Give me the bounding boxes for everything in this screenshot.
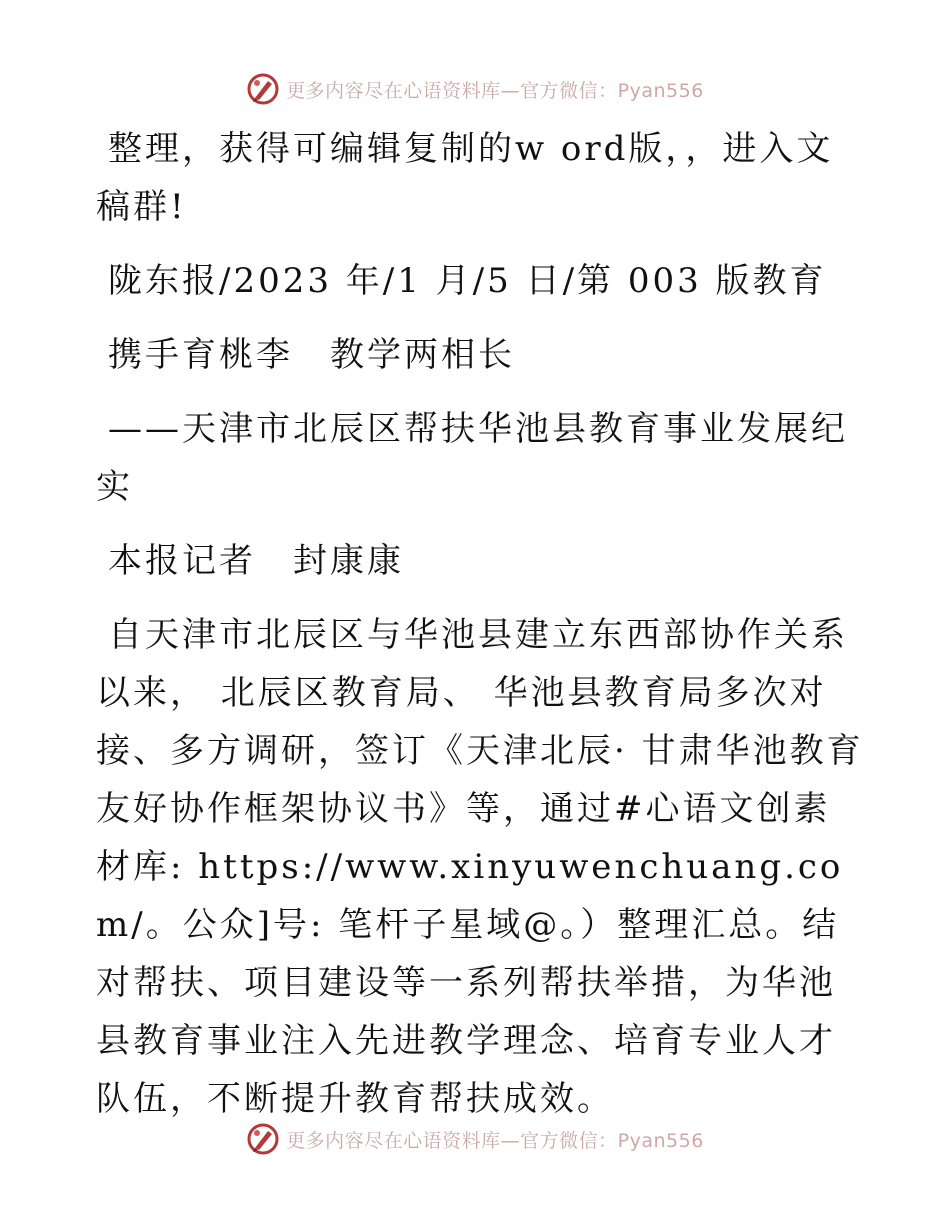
headline: 携手育桃李 教学两相长: [108, 335, 515, 375]
quill-pen-icon: [246, 1122, 280, 1156]
byline: 本报记者 封康康: [108, 541, 404, 581]
quill-pen-icon: [246, 72, 280, 106]
subheadline: ——天津市北辰区帮扶华池县教育事业发展纪实: [96, 409, 848, 507]
document-body: [96, 120, 866, 1144]
body-paragraph: 自天津市北辰区与华池县建立东西部协作关系以来， 北辰区教育局、 华池县教育局多次对接、多方调研，签订《天津北辰· 甘肃华池教育友好协作框架协议书》等，通过#心语文创素材库: https://www.xinyuwenchuang.com/。公众]号: 笔杆子星域@。）整理汇总。结对帮扶、项目建设等一系列帮扶举措，为华池县教育事业注入先进教学理念、培育专业人才队伍，不断提升教育帮扶成效。: [96, 615, 864, 1119]
watermark-account: Pyan556: [617, 79, 704, 102]
footer-watermark: [0, 1122, 950, 1156]
watermark-text: 更多内容尽在心语资料库—官方微信：: [286, 1129, 618, 1152]
source-line: 陇东报/2023 年/1 月/5 日/第 003 版教育: [108, 261, 827, 301]
watermark-account: Pyan556: [617, 1129, 704, 1152]
intro-line: 整理，获得可编辑复制的w ord版，，进入文稿群!: [96, 129, 834, 227]
header-watermark: [0, 72, 950, 106]
watermark-text: 更多内容尽在心语资料库—官方微信：: [286, 79, 618, 102]
